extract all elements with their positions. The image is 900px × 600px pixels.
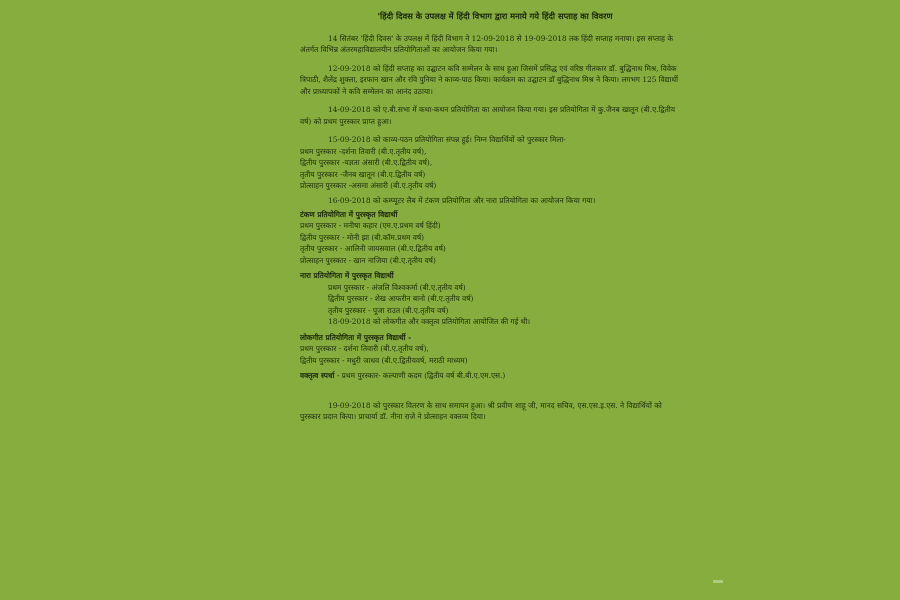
document-page	[300, 10, 680, 595]
paragraph-intro: 14 सितंबर 'हिंदी दिवस' के उपलक्ष में हिंदी विभाग ने 12-09-2018 से 19-09-2018 तक हिंदी सप्ताह मनाया। इस सप्ताह के अंतर्गत विभिन्न अंतरमहाविद्यालयीन प्रतियोगिताओं का आयोजन किया गया।	[300, 33, 673, 55]
list-item: तृतीय पुरस्कार -जैनब खातून (बी.ए.द्वितीय वर्ष)	[300, 169, 426, 179]
paragraph-story-competition: 14-09-2018 को ए.बी.सभा में कथा-कथन प्रतियोगिता का आयोजन किया गया। इस प्रतियोगिता में कु.जैनब खातून (बी.ए.द्वितीय वर्ष) को प्रथम पुरस्कार प्राप्त हुआ।	[300, 105, 676, 126]
paragraph-closing: 19-09-2018 को पुरस्कार वितरण के साथ समापन हुआ। श्री प्रवीण शाहू जी, मानद सचिव, एस.एस.इ.एस. ने विद्यार्थियों को पुरस्कार प्रदान किया। प्राचार्या डॉ. नीना राजे ने प्रोत्साहन वक्तव्य दिया।	[300, 400, 662, 421]
slogan-heading: नारा प्रतियोगिता में पुरस्कृत विद्यार्थी	[300, 271, 394, 281]
folk-award-list	[300, 343, 680, 366]
list-item: द्वितीय पुरस्कार - मोनी झा (बी.कॉम.प्रथम वर्ष)	[300, 232, 425, 242]
list-item: प्रथम पुरस्कार -दर्शना तिवारी (बी.ए.तृतीय वर्ष),	[300, 146, 427, 156]
list-item: 18-09-2018 को लोकगीत और वक्तृत्व प्रतियोगिता आयोजित की गई थी।	[328, 317, 531, 327]
speech-award: - प्रथम पुरस्कार- कल्याणी कदम (द्वितीय वर्ष बी.बी.ए.एम.एस.)	[334, 371, 506, 381]
list-item: प्रथम पुरस्कार - मनीषा कहार (एम.ए.प्रथम वर्ष हिंदी)	[300, 221, 441, 231]
paragraph-poetry-competition: 15-09-2018 को काव्य-पठन प्रतियोगिता संपन्न हुई। निम्न विद्यार्थियों को पुरस्कार मिला-	[328, 135, 566, 145]
typing-heading: टंकण प्रतियोगिता में पुरस्कृत विद्यार्थी	[300, 209, 398, 219]
typing-award-list	[300, 220, 680, 266]
list-item: द्वितीय पुरस्कार - मधुरी जाधव (बी.ए.द्वितीयवर्ष, मराठी माध्यम)	[300, 355, 468, 365]
speech-label: वक्तृत्व स्पर्धा	[300, 371, 335, 381]
list-item: तृतीय पुरस्कार - पूजा राउत (बी.ए.तृतीय वर्ष)	[328, 305, 449, 315]
list-item: द्वितीय पुरस्कार - शेख आफरीन बानो (बी.ए.तृतीय वर्ष)	[328, 294, 474, 304]
list-item: प्रोत्साहन पुरस्कार -असमा अंसारी (बी.ए.तृतीय वर्ष)	[300, 181, 437, 191]
folk-heading: लोकगीत प्रतियोगिता में पुरस्कृत विद्यार्थी -	[300, 332, 412, 342]
list-item: प्रथम पुरस्कार - दर्शना तिवारी (बी.ए.तृतीय वर्ष),	[300, 344, 429, 354]
paragraph-typing-slogan: 16-09-2018 को कम्प्यूटर लैब में टंकण प्रतियोगिता और नारा प्रतियोगिता का आयोजन किया गया।	[328, 196, 596, 206]
list-item: प्रोत्साहन पुरस्कार - खान नाजिया (बी.ए.तृतीय वर्ष)	[300, 255, 436, 265]
slogan-award-list	[300, 282, 680, 328]
speech-award-line	[300, 370, 680, 381]
list-item: द्वितीय पुरस्कार -यज्ञता अंसारी (बी.ए.द्वितीय वर्ष),	[300, 158, 433, 168]
paragraph-inauguration: 12-09-2018 को हिंदी सप्ताह का उद्घाटन कवि सम्मेलन के साथ हुआ जिसमें प्रसिद्ध एवं वरिष्ठ गीतकार डॉ. बुद्धिनाथ मिश्र, विवेक त्रिपाठी, शैलेंद्र शुक्ला, इरफान खान और रवि पुनिया ने काव्य-पाठ किया। कार्यक्रम का उद्घाटन डॉ बुद्धिनाथ मिश्र ने किया। लगभग 125 विद्यार्थी और प्राध्यापकों ने कवि सम्मेलन का आनंद उठाया।	[300, 63, 679, 96]
list-item: तृतीय पुरस्कार - आलिनी जायसवाल (बी.ए.द्वितीय वर्ष)	[300, 244, 446, 254]
document-title: 'हिंदी दिवस के उपलक्ष में हिंदी विभाग द्वारा मनाये गये हिंदी सप्ताह का विवरण	[377, 11, 613, 21]
list-item: प्रथम पुरस्कार - अंजलि विश्वकर्मा (बी.ए.तृतीय वर्ष)	[328, 282, 466, 292]
scan-artifact	[713, 580, 723, 583]
poetry-award-list	[300, 146, 680, 192]
